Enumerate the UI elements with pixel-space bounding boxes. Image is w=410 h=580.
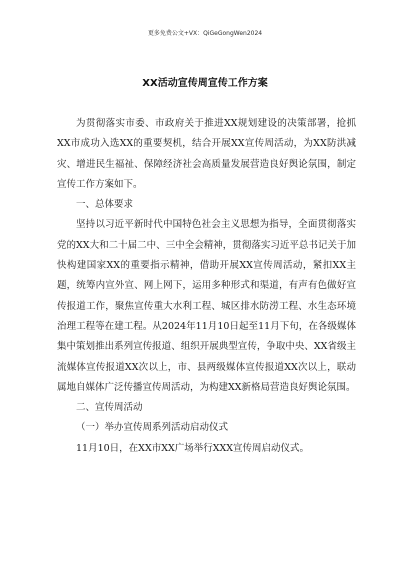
intro-paragraph: 为贯彻落实市委、市政府关于推进XX规划建设的决策部署，抢抓XX市成功入选XX的重要契机，结合开展XX宣传周活动，为XX防洪减灾、增进民生福祉、保障经济社会高质量发展营造良好舆论氛围，制定宣传工作方案如下。	[57, 118, 356, 190]
header-note: 更多免费公文+VX：QiGeGongWen2024	[147, 30, 263, 37]
section-heading-publicity-week-activities: 二、宣传周活动	[76, 402, 143, 414]
document-title: XX活动宣传周宣传工作方案	[142, 78, 268, 89]
launch-ceremony-paragraph: 11月10日，在XX市XX广场举行XXX宣传周启动仪式。	[76, 442, 310, 454]
subsection-heading-launch-ceremony: （一）举办宣传周系列活动启动仪式	[76, 422, 229, 434]
document-body	[57, 114, 356, 459]
general-requirements-paragraph: 坚持以习近平新时代中国特色社会主义思想为指导，全面贯彻落实党的XX大和二十届二中、三中全会精神，贯彻落实习近平总书记关于加快构建国家XX的重要指示精神，借助开展XX宣传周活动，紧扣XX主题，统筹内宣外宣、网上网下，运用多种形式和渠道，有声有色做好宣传报道工作，聚焦宣传重大水利工程、城区排水防涝工程、水生态环境治理工程等在建工程。从2024年11月10日起至11月下旬，在各级媒体集中策划推出系列宣传报道、组织开展典型宣传，争取中央、XX省级主流媒体宣传报道XX次以上，市、县两级媒体宣传报道XX次以上，联动属地自媒体广泛传播宣传周活动，为构建XX新格局营造良好舆论氛围。	[57, 219, 356, 393]
section-heading-general-requirements: 一、总体要求	[76, 199, 134, 211]
